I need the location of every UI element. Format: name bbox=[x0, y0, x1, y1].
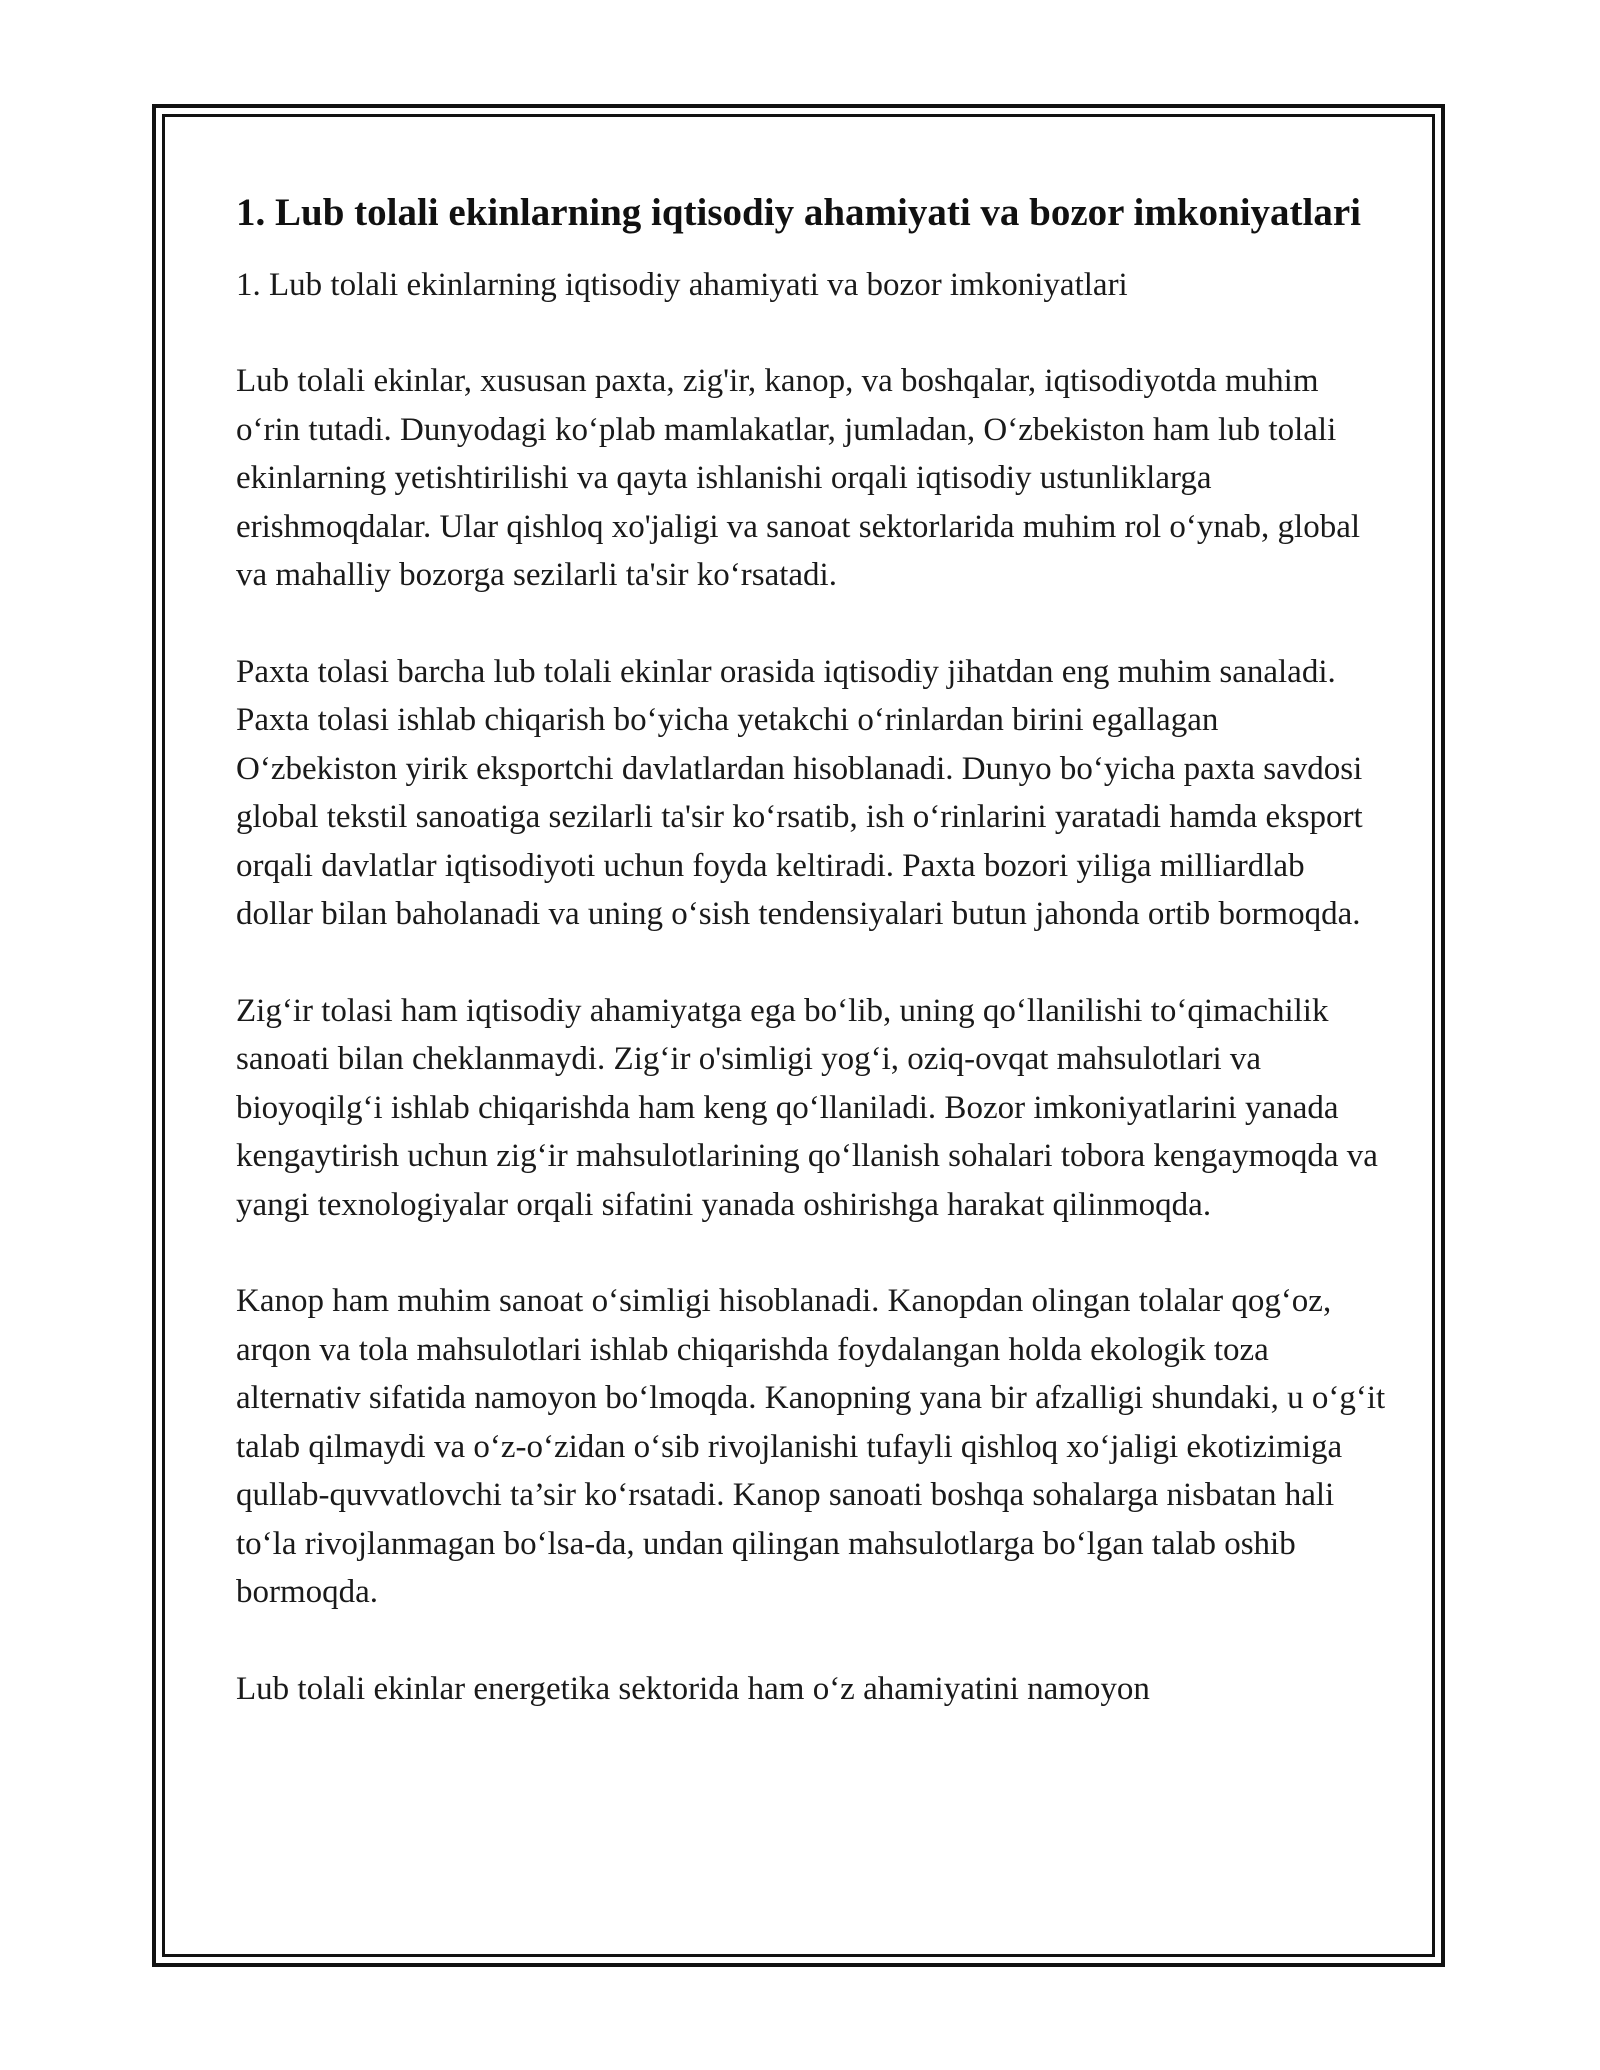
paragraph: Lub tolali ekinlar, xususan paxta, zig'ir, kanop, va boshqalar, iqtisodiyotda muhim o‘rin tutadi. Dunyodagi ko‘plab mamlakatlar, jumladan, O‘zbekiston ham lub tolali ekinlarning yetishtirilishi va qayta ishlanishi orqali iqtisodiy ustunliklarga erishmoqdalar. Ular qishloq xo'jaligi va sanoat sektorlarida muhim rol o‘ynab, global va mahalliy bozorga sezilarli ta'sir ko‘rsatadi. bbox=[236, 363, 1361, 593]
document-body bbox=[236, 186, 1386, 1761]
paragraph: Zig‘ir tolasi ham iqtisodiy ahamiyatga ega bo‘lib, uning qo‘llanilishi to‘qimachilik sanoati bilan cheklanmaydi. Zig‘ir o'simligi yog‘i, oziq-ovqat mahsulotlari va bioyoqilg‘i ishlab chiqarishda ham keng qo‘llaniladi. Bozor imkoniyatlarini yanada kengaytirish uchun zig‘ir mahsulotlarining qo‘llanish sohalari tobora kengaymoqda va yangi texnologiyalar orqali sifatini yanada oshirishga harakat qilinmoqda. bbox=[236, 992, 1378, 1223]
section-subtitle: 1. Lub tolali ekinlarning iqtisodiy ahamiyati va bozor imkoniyatlari bbox=[236, 267, 1128, 303]
paragraph: Paxta tolasi barcha lub tolali ekinlar orasida iqtisodiy jihatdan eng muhim sanaladi. Paxta tolasi ishlab chiqarish bo‘yicha yetakchi o‘rinlardan birini egallagan O‘zbekiston yirik eksportchi davlatlardan hisoblanadi. Dunyo bo‘yicha paxta savdosi global tekstil sanoatiga sezilarli ta'sir ko‘rsatib, ish o‘rinlarini yaratadi hamda eksport orqali davlatlar iqtisodiyoti uchun foyda keltiradi. Paxta bozori yiliga milliardlab dollar bilan baholanadi va uning o‘sish tendensiyalari butun jahonda ortib bormoqda. bbox=[236, 653, 1363, 932]
document-title: 1. Lub tolali ekinlarning iqtisodiy ahamiyati va bozor imkoniyatlari bbox=[236, 191, 1362, 234]
paragraph: Lub tolali ekinlar energetika sektorida ham o‘z ahamiyatini namoyon bbox=[236, 1670, 1150, 1707]
paragraph: Kanop ham muhim sanoat o‘simligi hisoblanadi. Kanopdan olingan tolalar qog‘oz, arqon va tola mahsulotlari ishlab chiqarishda foydalangan holda ekologik toza alternativ sifatida namoyon bo‘lmoqda. Kanopning yana bir afzalligi shundaki, u o‘g‘it talab qilmaydi va o‘z-o‘zidan o‘sib rivojlanishi tufayli qishloq xo‘jaligi ekotizimiga qullab-quvvatlovchi ta’sir ko‘rsatadi. Kanop sanoati boshqa sohalarga nisbatan hali to‘la rivojlanmagan bo‘lsa-da, undan qilingan mahsulotlarga bo‘lgan talab oshib bormoqda. bbox=[236, 1283, 1386, 1610]
